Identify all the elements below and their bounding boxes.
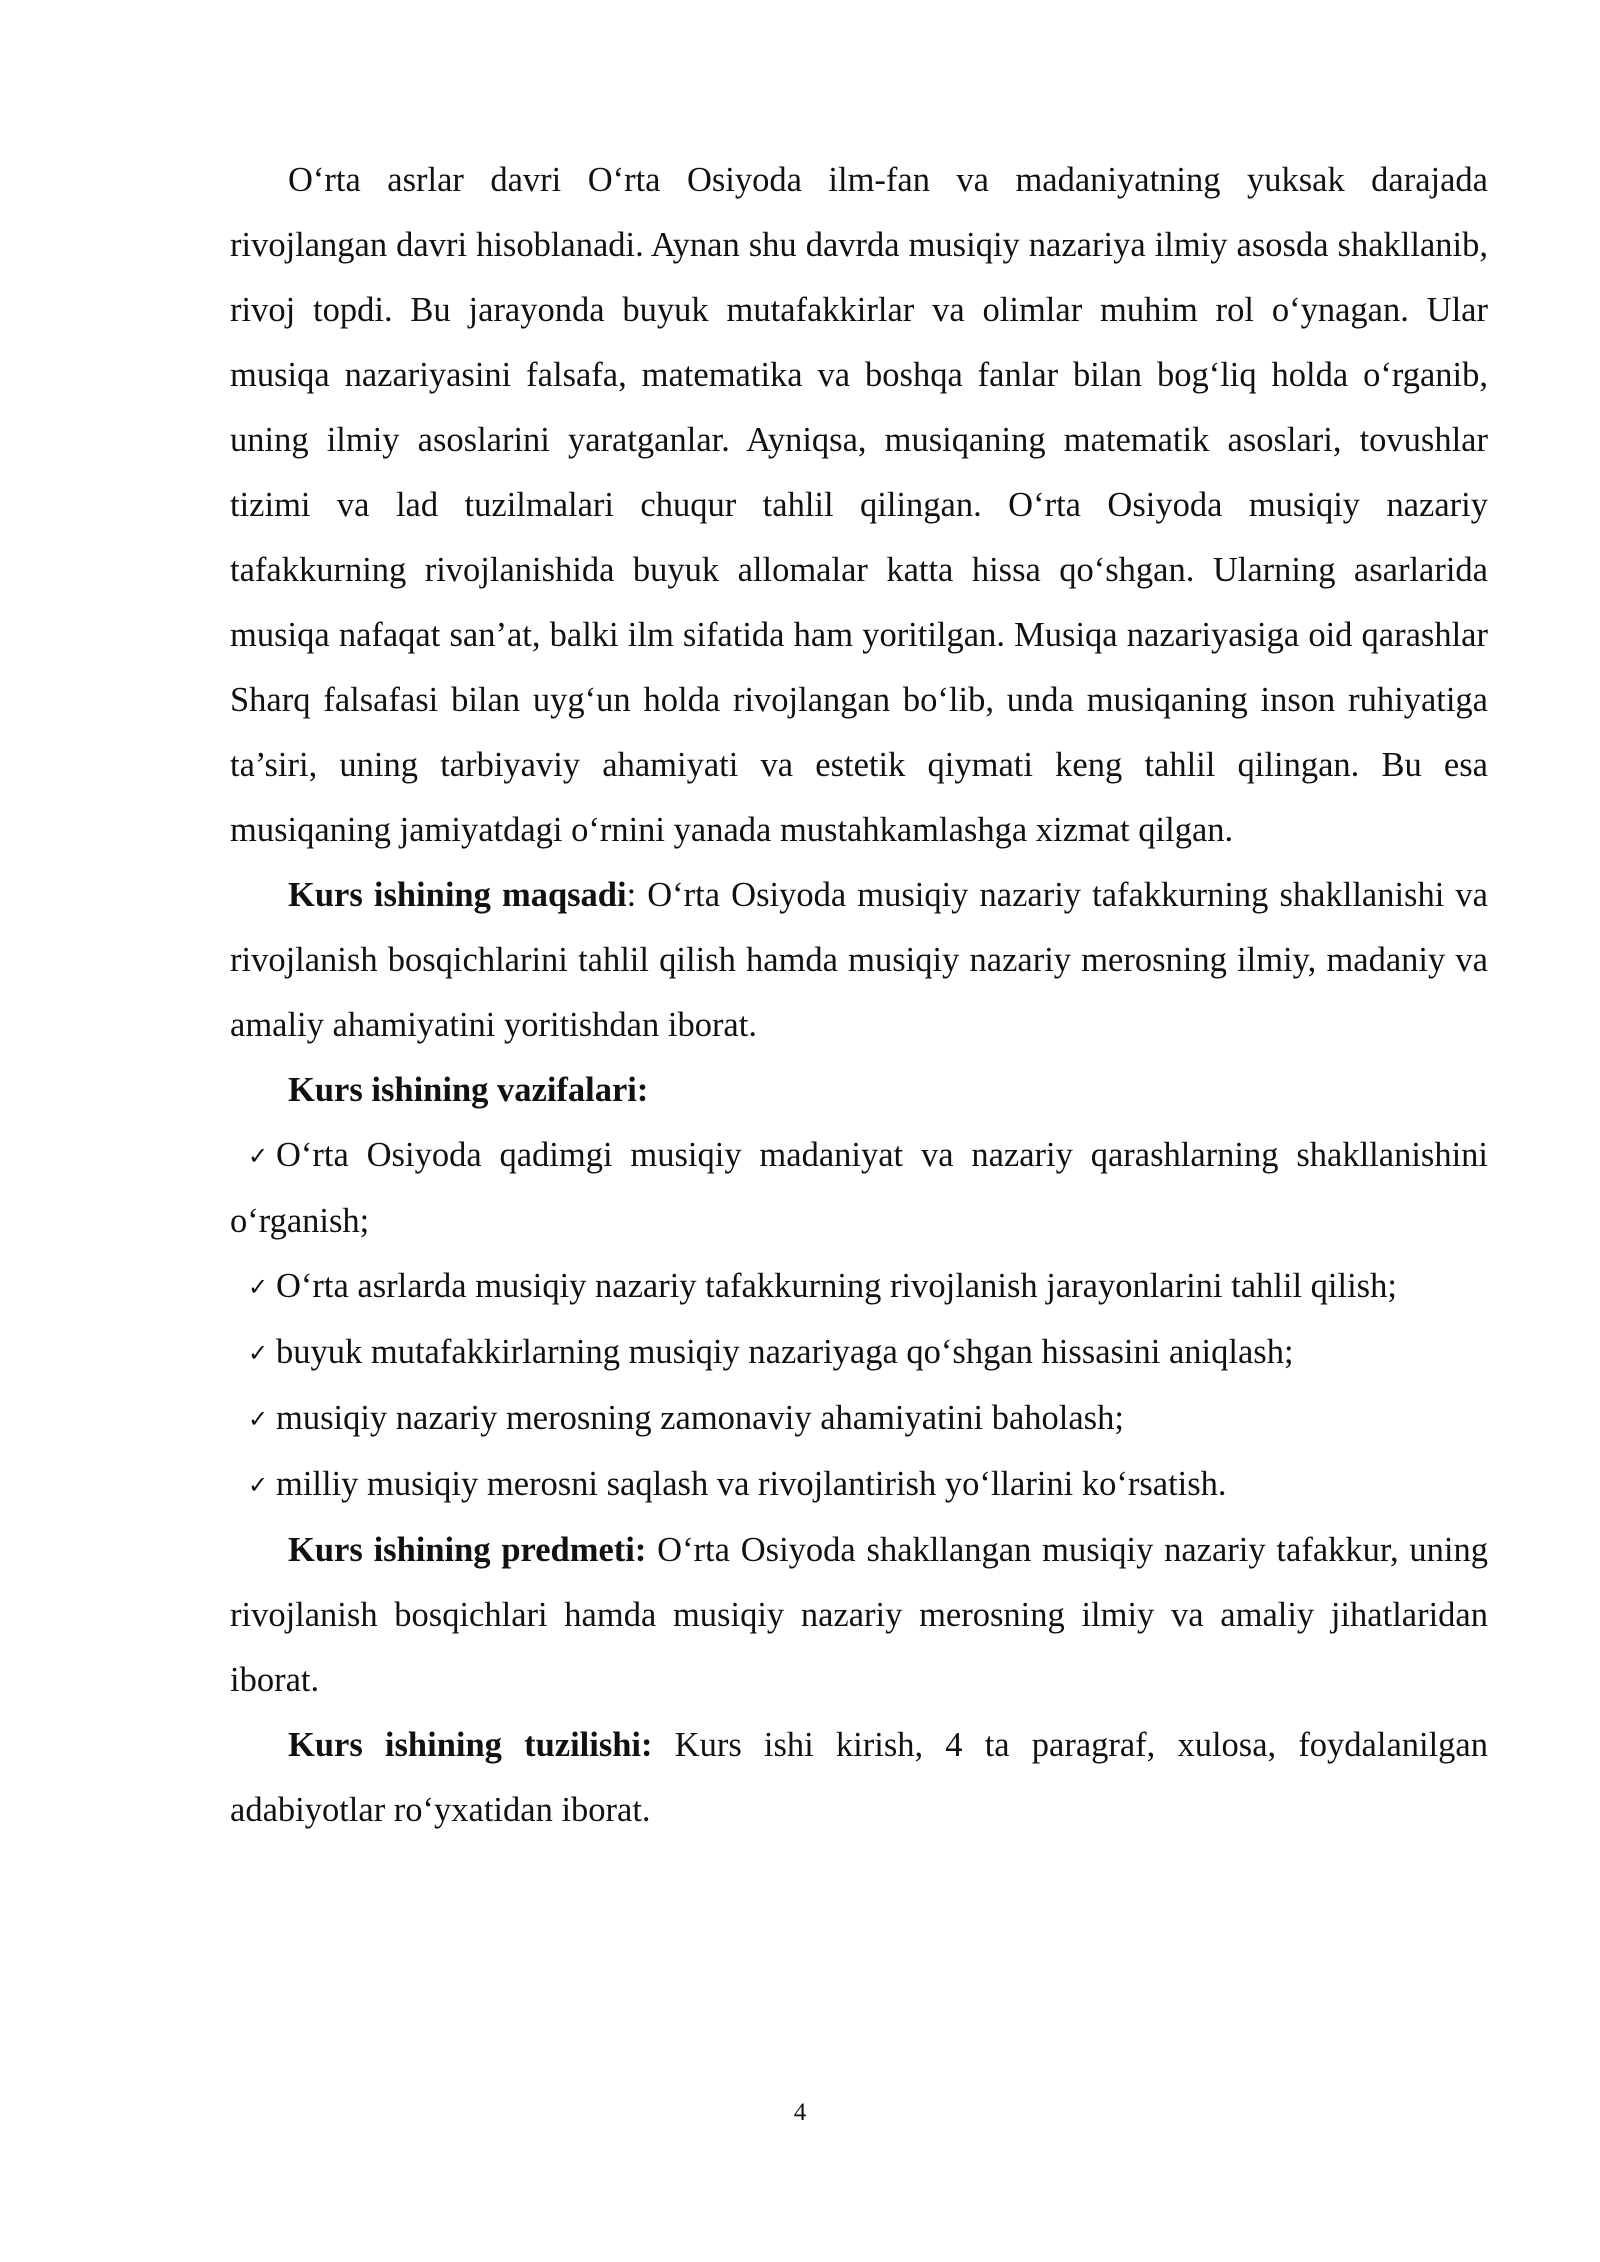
intro-paragraph: O‘rta asrlar davri O‘rta Osiyoda ilm-fan va madaniyatning yuksak darajada rivojlangan davri hisoblanadi. Aynan shu davrda musiqiy nazariya ilmiy asosda shakllanib, rivoj topdi. Bu jarayonda buyuk mutafakkirlar va olimlar muhim rol o‘ynagan. Ular musiqa nazariyasini falsafa, matematika va boshqa fanlar bilan bog‘liq holda o‘rganib, uning ilmiy asoslarini yaratganlar. Ayniqsa, musiqaning matematik asoslari, tovushlar tizimi va lad tuzilmalari chuqur tahlil qilingan. O‘rta Osiyoda musiqiy nazariy tafakkurning rivojlanishida buyuk allomalar katta hissa qo‘shgan. Ularning asarlarida musiqa nafaqat san’at, balki ilm sifatida ham yoritilgan. Musiqa nazariyasiga oid qarashlar Sharq falsafasi bilan uyg‘un holda rivojlangan bo‘lib, unda musiqaning inson ruhiyatiga ta’siri, uning tarbiyaviy ahamiyati va estetik qiymati keng tahlil qilingan. Bu esa musiqaning jamiyatdagi o‘rnini yanada mustahkamlashga xizmat qilgan. xyxy=(230,161,1488,849)
tasks-list xyxy=(230,1123,1488,1518)
task-text: buyuk mutafakkirlarning musiqiy nazariyaga qo‘shgan hissasini aniqlash; xyxy=(276,1333,1294,1371)
task-text: O‘rta asrlarda musiqiy nazariy tafakkurning rivojlanish jarayonlarini tahlil qilish; xyxy=(276,1267,1397,1305)
subject-paragraph xyxy=(230,1518,1488,1713)
task-item xyxy=(230,1320,1488,1386)
task-item xyxy=(230,1452,1488,1518)
checkmark-icon: ✓ xyxy=(248,1273,269,1301)
task-text: musiqiy nazariy merosning zamonaviy ahamiyatini baholash; xyxy=(276,1399,1124,1437)
subject-text: O‘rta Osiyoda shakllangan musiqiy nazariy tafakkur, uning rivojlanish bosqichlari hamda musiqiy nazariy merosning ilmiy va amaliy jihatlaridan iborat. xyxy=(230,1531,1488,1699)
structure-label: Kurs ishining tuzilishi: xyxy=(288,1726,653,1764)
checkmark-icon: ✓ xyxy=(248,1471,269,1499)
task-item xyxy=(230,1386,1488,1452)
task-text: O‘rta Osiyoda qadimgi musiqiy madaniyat va nazariy qarashlarning shakllanishini o‘rganish; xyxy=(230,1136,1488,1240)
task-item xyxy=(230,1254,1488,1320)
structure-paragraph xyxy=(230,1713,1488,1843)
structure-text: Kurs ishi kirish, 4 ta paragraf, xulosa, foydalanilgan adabiyotlar ro‘yxatidan iborat. xyxy=(230,1726,1488,1829)
checkmark-icon: ✓ xyxy=(248,1405,269,1433)
page-content xyxy=(230,148,1488,1843)
goal-label: Kurs ishining maqsadi xyxy=(288,876,627,914)
task-item xyxy=(230,1123,1488,1254)
page-number: 4 xyxy=(793,2099,807,2126)
task-text: milliy musiqiy merosni saqlash va rivojlantirish yo‘llarini ko‘rsatish. xyxy=(276,1465,1227,1503)
subject-label: Kurs ishining predmeti: xyxy=(288,1531,647,1569)
goal-text: : O‘rta Osiyoda musiqiy nazariy tafakkurning shakllanishi va rivojlanish bosqichlarini tahlil qilish hamda musiqiy nazariy merosning ilmiy, madaniy va amaliy ahamiyatini yoritishdan iborat. xyxy=(230,876,1488,1044)
checkmark-icon: ✓ xyxy=(248,1339,269,1367)
tasks-heading: Kurs ishining vazifalari: xyxy=(288,1071,649,1109)
checkmark-icon: ✓ xyxy=(248,1142,269,1170)
goal-paragraph xyxy=(230,863,1488,1058)
